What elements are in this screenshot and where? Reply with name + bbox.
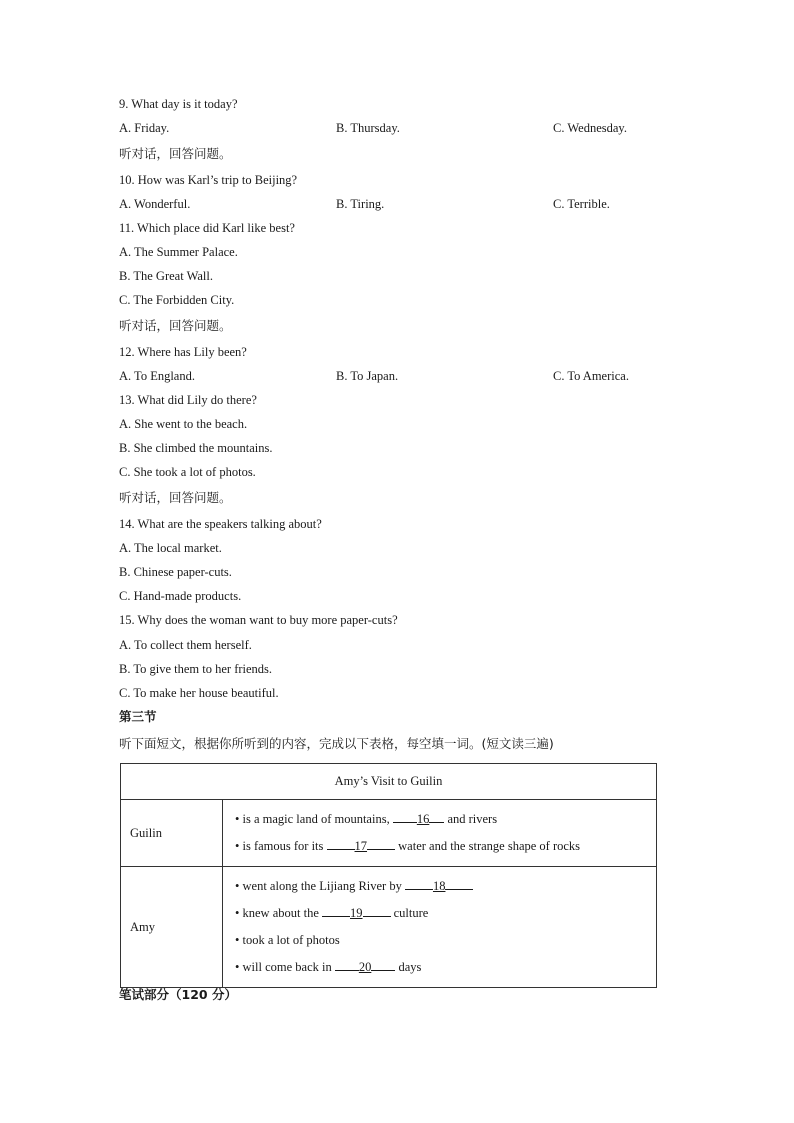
list-item: • took a lot of photos — [235, 933, 340, 947]
fill-in-table — [120, 763, 657, 988]
q12-option-c: C. To America. — [553, 369, 629, 383]
q10-option-c: C. Terrible. — [553, 197, 610, 211]
question-15: 15. Why does the woman want to buy more paper-cuts? — [119, 613, 398, 627]
q14-option-a: A. The local market. — [119, 541, 222, 555]
guilin-items — [223, 800, 657, 867]
q14-option-b: B. Chinese paper-cuts. — [119, 565, 232, 579]
q10-option-b: B. Tiring. — [336, 197, 385, 211]
list-item: • knew about the 19 culture — [235, 900, 656, 927]
q15-option-a: A. To collect them herself. — [119, 638, 252, 652]
q9-option-c: C. Wednesday. — [553, 121, 627, 135]
list-item: • is famous for its 17 water and the strange shape of rocks — [235, 833, 656, 860]
q13-option-b: B. She climbed the mountains. — [119, 441, 273, 455]
blank-20[interactable]: 20 — [358, 960, 372, 974]
blank-19[interactable]: 19 — [350, 906, 363, 920]
q12-option-b: B. To Japan. — [336, 369, 399, 383]
list-item: • will come back in 20 days — [235, 954, 656, 981]
blank-18[interactable]: 18 — [432, 879, 446, 893]
list-item: • is a magic land of mountains, 16 and rivers — [235, 806, 656, 833]
written-section-heading: 笔试部分（120 分） — [119, 987, 237, 1002]
amy-items — [223, 867, 657, 988]
section-instruction: 听下面短文，根据你所听到的内容，完成以下表格，每空填一词。(短文读三遍) — [119, 736, 554, 751]
q15-option-b: B. To give them to her friends. — [119, 662, 273, 676]
q11-option-a: A. The Summer Palace. — [119, 245, 238, 259]
blank-16[interactable]: 16 — [416, 812, 430, 826]
instruction-listen: 听对话，回答问题。 — [119, 318, 232, 333]
question-12: 12. Where has Lily been? — [119, 345, 247, 359]
question-10: 10. How was Karl’s trip to Beijing? — [119, 173, 298, 187]
question-9: 9. What day is it today? — [119, 97, 238, 111]
q15-option-c: C. To make her house beautiful. — [119, 686, 279, 700]
q12-option-a: A. To England. — [119, 369, 195, 383]
q13-option-a: A. She went to the beach. — [119, 417, 248, 431]
table-title: Amy’s Visit to Guilin — [121, 764, 657, 800]
blank-17[interactable]: 17 — [354, 839, 368, 853]
row-label-amy: Amy — [121, 867, 223, 988]
q11-option-b: B. The Great Wall. — [119, 269, 213, 283]
q13-option-c: C. She took a lot of photos. — [119, 465, 256, 479]
q11-option-c: C. The Forbidden City. — [119, 293, 235, 307]
question-14: 14. What are the speakers talking about? — [119, 517, 322, 531]
section-heading: 第三节 — [119, 709, 157, 724]
question-13: 13. What did Lily do there? — [119, 393, 257, 407]
q14-option-c: C. Hand-made products. — [119, 589, 242, 603]
q9-option-b: B. Thursday. — [336, 121, 400, 135]
question-11: 11. Which place did Karl like best? — [119, 221, 295, 235]
instruction-listen: 听对话，回答问题。 — [119, 146, 232, 161]
row-label-guilin: Guilin — [121, 800, 223, 867]
q9-option-a: A. Friday. — [119, 121, 170, 135]
q10-option-a: A. Wonderful. — [119, 197, 191, 211]
instruction-listen: 听对话，回答问题。 — [119, 490, 232, 505]
list-item: • went along the Lijiang River by 18 — [235, 873, 656, 900]
